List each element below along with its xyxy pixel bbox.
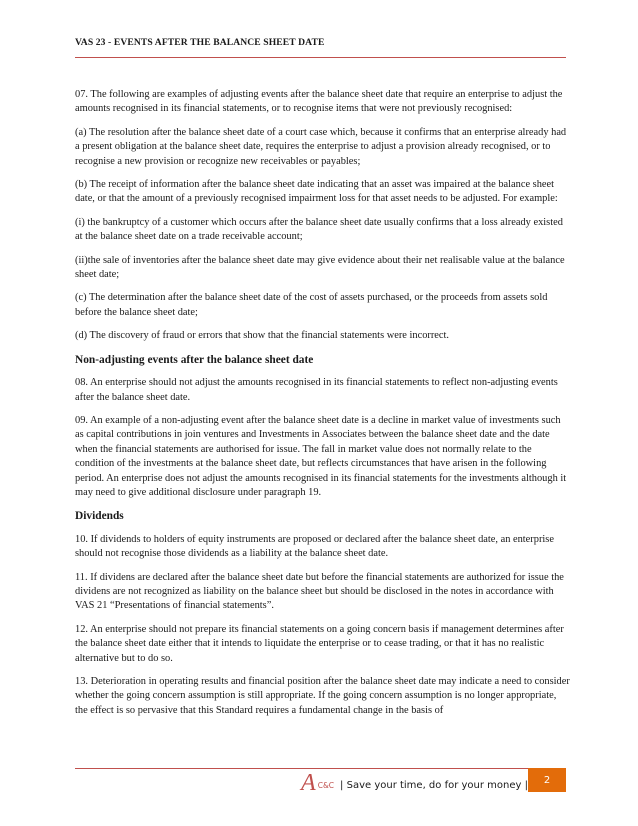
section-heading-dividends: Dividends (75, 510, 124, 523)
page-header: VAS 23 - EVENTS AFTER THE BALANCE SHEET DATE (75, 37, 325, 48)
document-body (75, 88, 570, 727)
paragraph-07: 07. The following are examples of adjusting events after the balance sheet date that require an enterprise to adjust the amounts recognised in its financial statements, or to recognise items that were not previously recognised: (75, 89, 563, 115)
company-logo-icon: A (301, 770, 316, 796)
paragraph-11: 11. If dividens are declared after the balance sheet date but before the financial statements are authorized for issue the dividens are not recognized as liability on the balance sheet but should be disclosed in the notes in accordance with VAS 21 “Presentations of financial statements”. (75, 571, 564, 612)
page-footer (301, 770, 528, 796)
footer-slogan: | Save your time, do for your money | (340, 779, 528, 791)
paragraph-07a: (a) The resolution after the balance sheet date of a court case which, because it confirms that an enterprise already had a present obligation at the balance sheet date, requires the enterprise to adjust a provision already recognised, or to recognise a new provision or recognize new receivables or payables; (75, 126, 567, 167)
paragraph-07d: (d) The discovery of fraud or errors that show that the financial statements were incorrect. (75, 330, 450, 342)
paragraph-07b-ii: (ii)the sale of inventories after the balance sheet date may give evidence about their net realisable value at the balance sheet date; (75, 254, 565, 281)
paragraph-08: 08. An enterprise should not adjust the amounts recognised in its financial statements to reflect non-adjusting events after the balance sheet date. (75, 377, 558, 403)
paragraph-07b-i: (i) the bankruptcy of a customer which occurs after the balance sheet date usually confirms that a loss already existed at the balance sheet date on a trade receivable account; (75, 216, 563, 243)
paragraph-10: 10. If dividends to holders of equity instruments are proposed or declared after the balance sheet date, an enterprise should not recognise those dividends as a liability at the balance sheet date. (75, 533, 554, 560)
paragraph-07b: (b) The receipt of information after the balance sheet date indicating that an asset was impaired at the balance sheet date, or that the amount of a previously recognised impairment loss for that asset needs to be adjusted. For example: (75, 179, 558, 205)
header-divider (75, 57, 566, 58)
footer-divider (75, 768, 566, 769)
paragraph-09: 09. An example of a non-adjusting event after the balance sheet date is a decline in market value of investments such as capital contributions in join ventures and Investments in Associates between the balance sheet date and the date when the financial statements are authorised for issue. The fall in market value does not normally relate to the condition of the investments at the balance sheet date, but reflects circumstances that have arisen in the following period. An enterprise does not adjust the amounts recognised in its financial statements for the investments although it may need to give additional disclosure under paragraph 19. (75, 414, 567, 498)
company-logo-text: C&C (317, 780, 335, 790)
section-heading-non-adjusting: Non-adjusting events after the balance sheet date (75, 353, 314, 366)
paragraph-12: 12. An enterprise should not prepare its financial statements on a going concern basis if management determines after the balance sheet date either that it intends to liquidate the enterprise or to cease trading, or that it has no realistic alternative but to do so. (75, 623, 564, 664)
paragraph-13: 13. Deterioration in operating results and financial position after the balance sheet date may indicate a need to consider whether the going concern assumption is still appropriate. If the going concern assumption is no longer appropriate, the effect is so pervasive that this Standard requires a fundamental change in the basis of (75, 676, 570, 716)
page-number-badge: 2 (528, 768, 566, 792)
paragraph-07c: (c) The determination after the balance sheet date of the cost of assets purchased, or the proceeds from assets sold before the balance sheet date; (75, 292, 548, 318)
